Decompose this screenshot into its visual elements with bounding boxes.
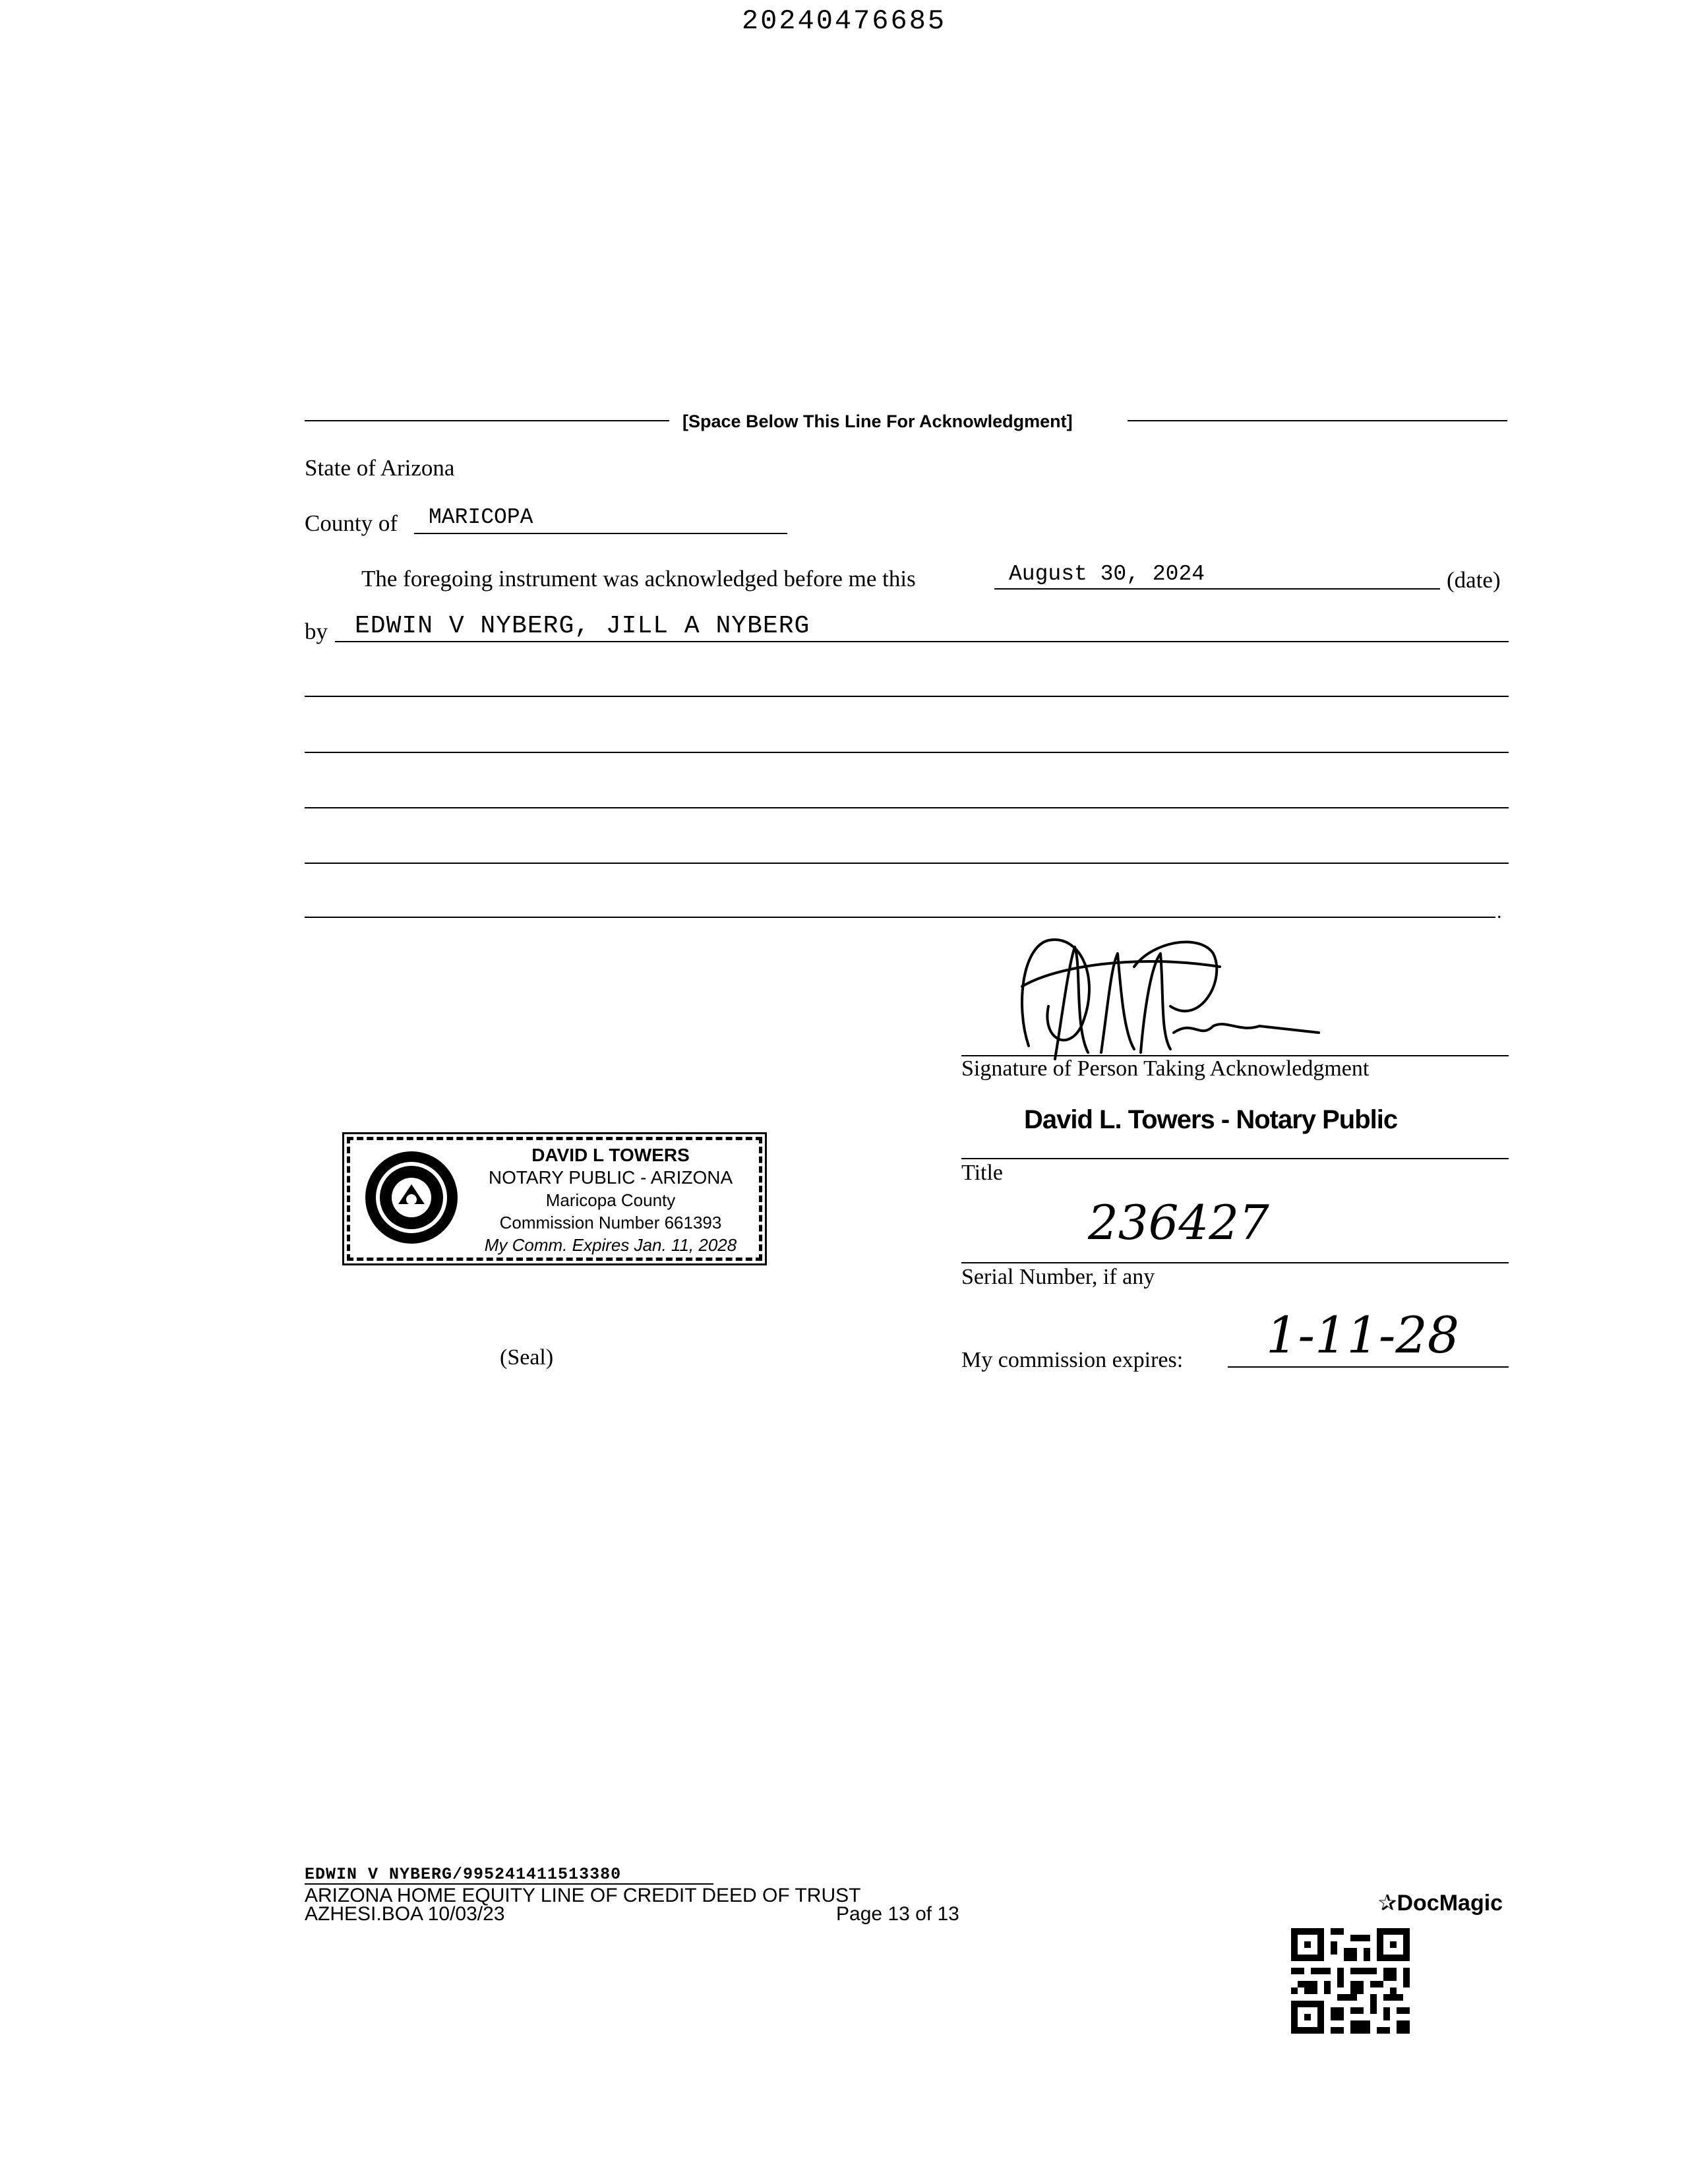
title-label: Title: [961, 1161, 1004, 1185]
county-label: County of: [305, 510, 398, 536]
commission-underline: [1228, 1366, 1509, 1368]
docmagic-logo: ✰DocMagic: [1378, 1891, 1503, 1916]
footer-form-title: ARIZONA HOME EQUITY LINE OF CREDIT DEED OF TRUST: [305, 1885, 861, 1906]
footer-page-number: Page 13 of 13: [836, 1903, 959, 1925]
state-line: State of Arizona: [305, 455, 455, 481]
footer-borrower-reference: EDWIN V NYBERG/995241411513380: [305, 1865, 622, 1884]
notary-title-value: David L. Towers - Notary Public: [1024, 1105, 1398, 1134]
date-suffix: (date): [1447, 567, 1501, 593]
by-underline: [335, 641, 1509, 642]
title-underline: [961, 1158, 1509, 1159]
date-underline: [994, 588, 1440, 590]
blank-line: [305, 696, 1509, 697]
seal-county: Maricopa County: [545, 1190, 676, 1210]
seal-expiration: My Comm. Expires Jan. 11, 2028: [484, 1235, 737, 1255]
document-number: 20240476685: [741, 5, 947, 37]
commission-expires-value: 1-11-28: [1266, 1306, 1460, 1364]
signature-label: Signature of Person Taking Acknowledgment: [961, 1056, 1370, 1081]
blank-line: [305, 863, 1509, 864]
footer-form-code: AZHESI.BOA 10/03/23: [305, 1903, 505, 1925]
serial-underline: [961, 1262, 1509, 1263]
blank-line: [305, 807, 1509, 808]
separator-left: [305, 420, 669, 421]
acknowledged-by-value: EDWIN V NYBERG, JILL A NYBERG: [355, 612, 810, 640]
acknowledgment-date: August 30, 2024: [1009, 562, 1205, 586]
seal-name: DAVID L TOWERS: [531, 1145, 690, 1165]
space-below-label: [Space Below This Line For Acknowledgment]: [682, 411, 1073, 431]
county-underline: [414, 533, 787, 534]
county-value: MARICOPA: [429, 505, 533, 530]
blank-line: [305, 917, 1495, 918]
trailing-period: .: [1497, 901, 1502, 923]
qr-code: [1291, 1928, 1410, 2034]
notary-signature: [1002, 927, 1332, 1072]
serial-number-value: 236427: [1088, 1195, 1269, 1250]
commission-expires-label: My commission expires:: [961, 1348, 1184, 1372]
serial-number-label: Serial Number, if any: [961, 1265, 1155, 1289]
seal-text: [469, 1144, 752, 1256]
acknowledgment-text: The foregoing instrument was acknowledged before me this: [361, 566, 916, 592]
blank-line: [305, 752, 1509, 753]
seal-commission-number: Commission Number 661393: [499, 1213, 722, 1232]
notary-seal-stamp: [347, 1137, 762, 1261]
seal-label: (Seal): [500, 1345, 554, 1370]
state-seal-icon: [362, 1148, 461, 1247]
seal-office: NOTARY PUBLIC - ARIZONA: [488, 1167, 733, 1188]
by-label: by: [305, 619, 328, 644]
separator-right: [1128, 420, 1507, 421]
